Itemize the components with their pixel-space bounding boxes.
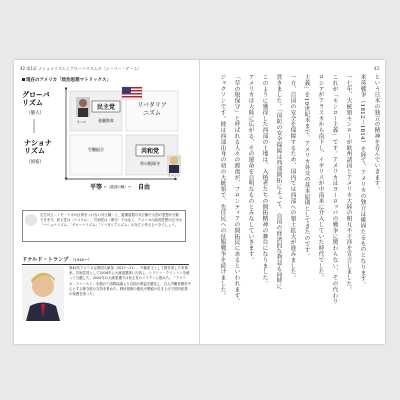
left-page xyxy=(14,60,199,344)
political-matrix-figure xyxy=(20,83,194,195)
finance-capital-label: 金融資本 xyxy=(98,118,114,123)
quadrant-union xyxy=(70,135,122,175)
body-column-3: 一七年、大統領モンローが欧州諸国とアメリカ大陸の相互不干渉を宣言しました。 xyxy=(345,74,351,293)
axis-economy-label: ←（経済の軸）→ xyxy=(104,185,131,189)
body-column-8: 貫きました。「国防の安全保障は西部開拓によって、自国の経済的な利益も同時に xyxy=(275,74,281,290)
obama-caption: オバマ xyxy=(77,120,86,124)
book-spread xyxy=(14,60,385,344)
axis-top-label: グローバリズム xyxy=(22,91,50,107)
body-column-7: 一方、自国の安全を保障するため、国内では西部への領土拡大が進みました。 xyxy=(289,74,295,281)
body-column-5: ロシアがアラスカから南下し、イギリスが中南米に介入していた時代でした。 xyxy=(317,74,323,281)
bio-name: ドナルド・トランプ xyxy=(22,257,69,263)
libertarianism-label: リバタリアニズム xyxy=(137,102,167,117)
left-running-header: 42 第1章 ナショナリズムとグローバリズムの〈シーソー・ゲーム〉 xyxy=(20,66,142,71)
bio-paragraph: 第45代アメリカ合衆国大統領（2017～21）、不動産王として財を成した実業家。共和党員として2016年に大統領選挙に出馬し、ヒラリー・クリントンを破って当選した。2020年の大統領選では民主党のバイデンに敗れた。「アメリカ・ファースト」を掲げて国際協調より自国の利益を優先し、白人労働者層を中心とする保守派の支持を集めた。移民規制の強化や関税の引き上げで国内産業の保護を図った。 xyxy=(69,266,191,297)
right-page xyxy=(200,60,385,344)
democrats-label: 民主党 xyxy=(96,104,116,111)
axis-top-sub: （個人） xyxy=(26,111,44,116)
labor-union-label: 労働組合 xyxy=(88,147,104,152)
us-flag-icon xyxy=(122,87,142,99)
trump-caption: トランプ xyxy=(168,174,181,178)
body-column-10: アメリカは大陸に広がる、その運命を自明なものとみなしていきます。 xyxy=(247,74,253,263)
axis-bottom-sub: （国家） xyxy=(26,160,44,165)
bio-years: （1946～） xyxy=(70,257,92,262)
obama-portrait xyxy=(76,97,90,117)
axis-equality-label: 平等 xyxy=(90,184,103,191)
body-column-2: 米英戦争（1812～1814）を経て、アメリカの独立は確固たるものとなります。 xyxy=(359,74,365,288)
axis-bottom-label: ナショナリズム xyxy=(24,139,52,155)
body-column-4: これが「モンロー主義」です。アメリカはヨーロッパの戦争に関わらない、その代わり xyxy=(331,74,337,305)
trump-portrait xyxy=(167,155,181,173)
pointing-icon xyxy=(25,214,37,226)
axis-freedom-label: 自由 xyxy=(138,184,151,191)
body-column-12: ジャクソンです。彼は西部出身の初の大統領で、先住民への征服戦争を続けました。 xyxy=(219,74,225,299)
body-column-6: 主義」を19世紀末まで、アメリカ外交の基本原則としてきたのです。 xyxy=(303,74,309,259)
bio-heading xyxy=(22,256,189,265)
bio-text xyxy=(69,266,191,297)
body-column-11: 「草の根保守」と呼ばれる人々の源流が、フロンティアの開拓民にあるといわれます。 xyxy=(233,74,239,305)
body-column-1: という日本の独立の精神を育んでいきます。 xyxy=(373,74,379,192)
republicans-label: 共和党 xyxy=(140,148,160,155)
figure-note-text: 左右対立（トモ・ナカの区別をつけない対立軸）と、縦横複数の対立軸で大国の思想が分類できます。民主党は〈リベラル〉、共和党は〈保守〉ではなく、アメリカの政治思想の区分は「ナショナリズム」「グローバリズム」「リバタリアニズム」の対立と考えるべきでしょう。 xyxy=(40,213,182,227)
figure-note-box xyxy=(22,210,186,242)
right-page-number: 43 xyxy=(373,66,379,71)
body-column-9: このように獲得した西部の土地は、入植者たちの開拓精神の舞台になりました。 xyxy=(261,74,267,287)
tea-party-label: 草の根保守 xyxy=(140,161,160,166)
trump-bio-portrait xyxy=(22,266,64,321)
caption-square-icon xyxy=(22,78,25,81)
figure-caption-text: 現在のアメリカ「政治思想マトリックス」 xyxy=(26,78,111,83)
